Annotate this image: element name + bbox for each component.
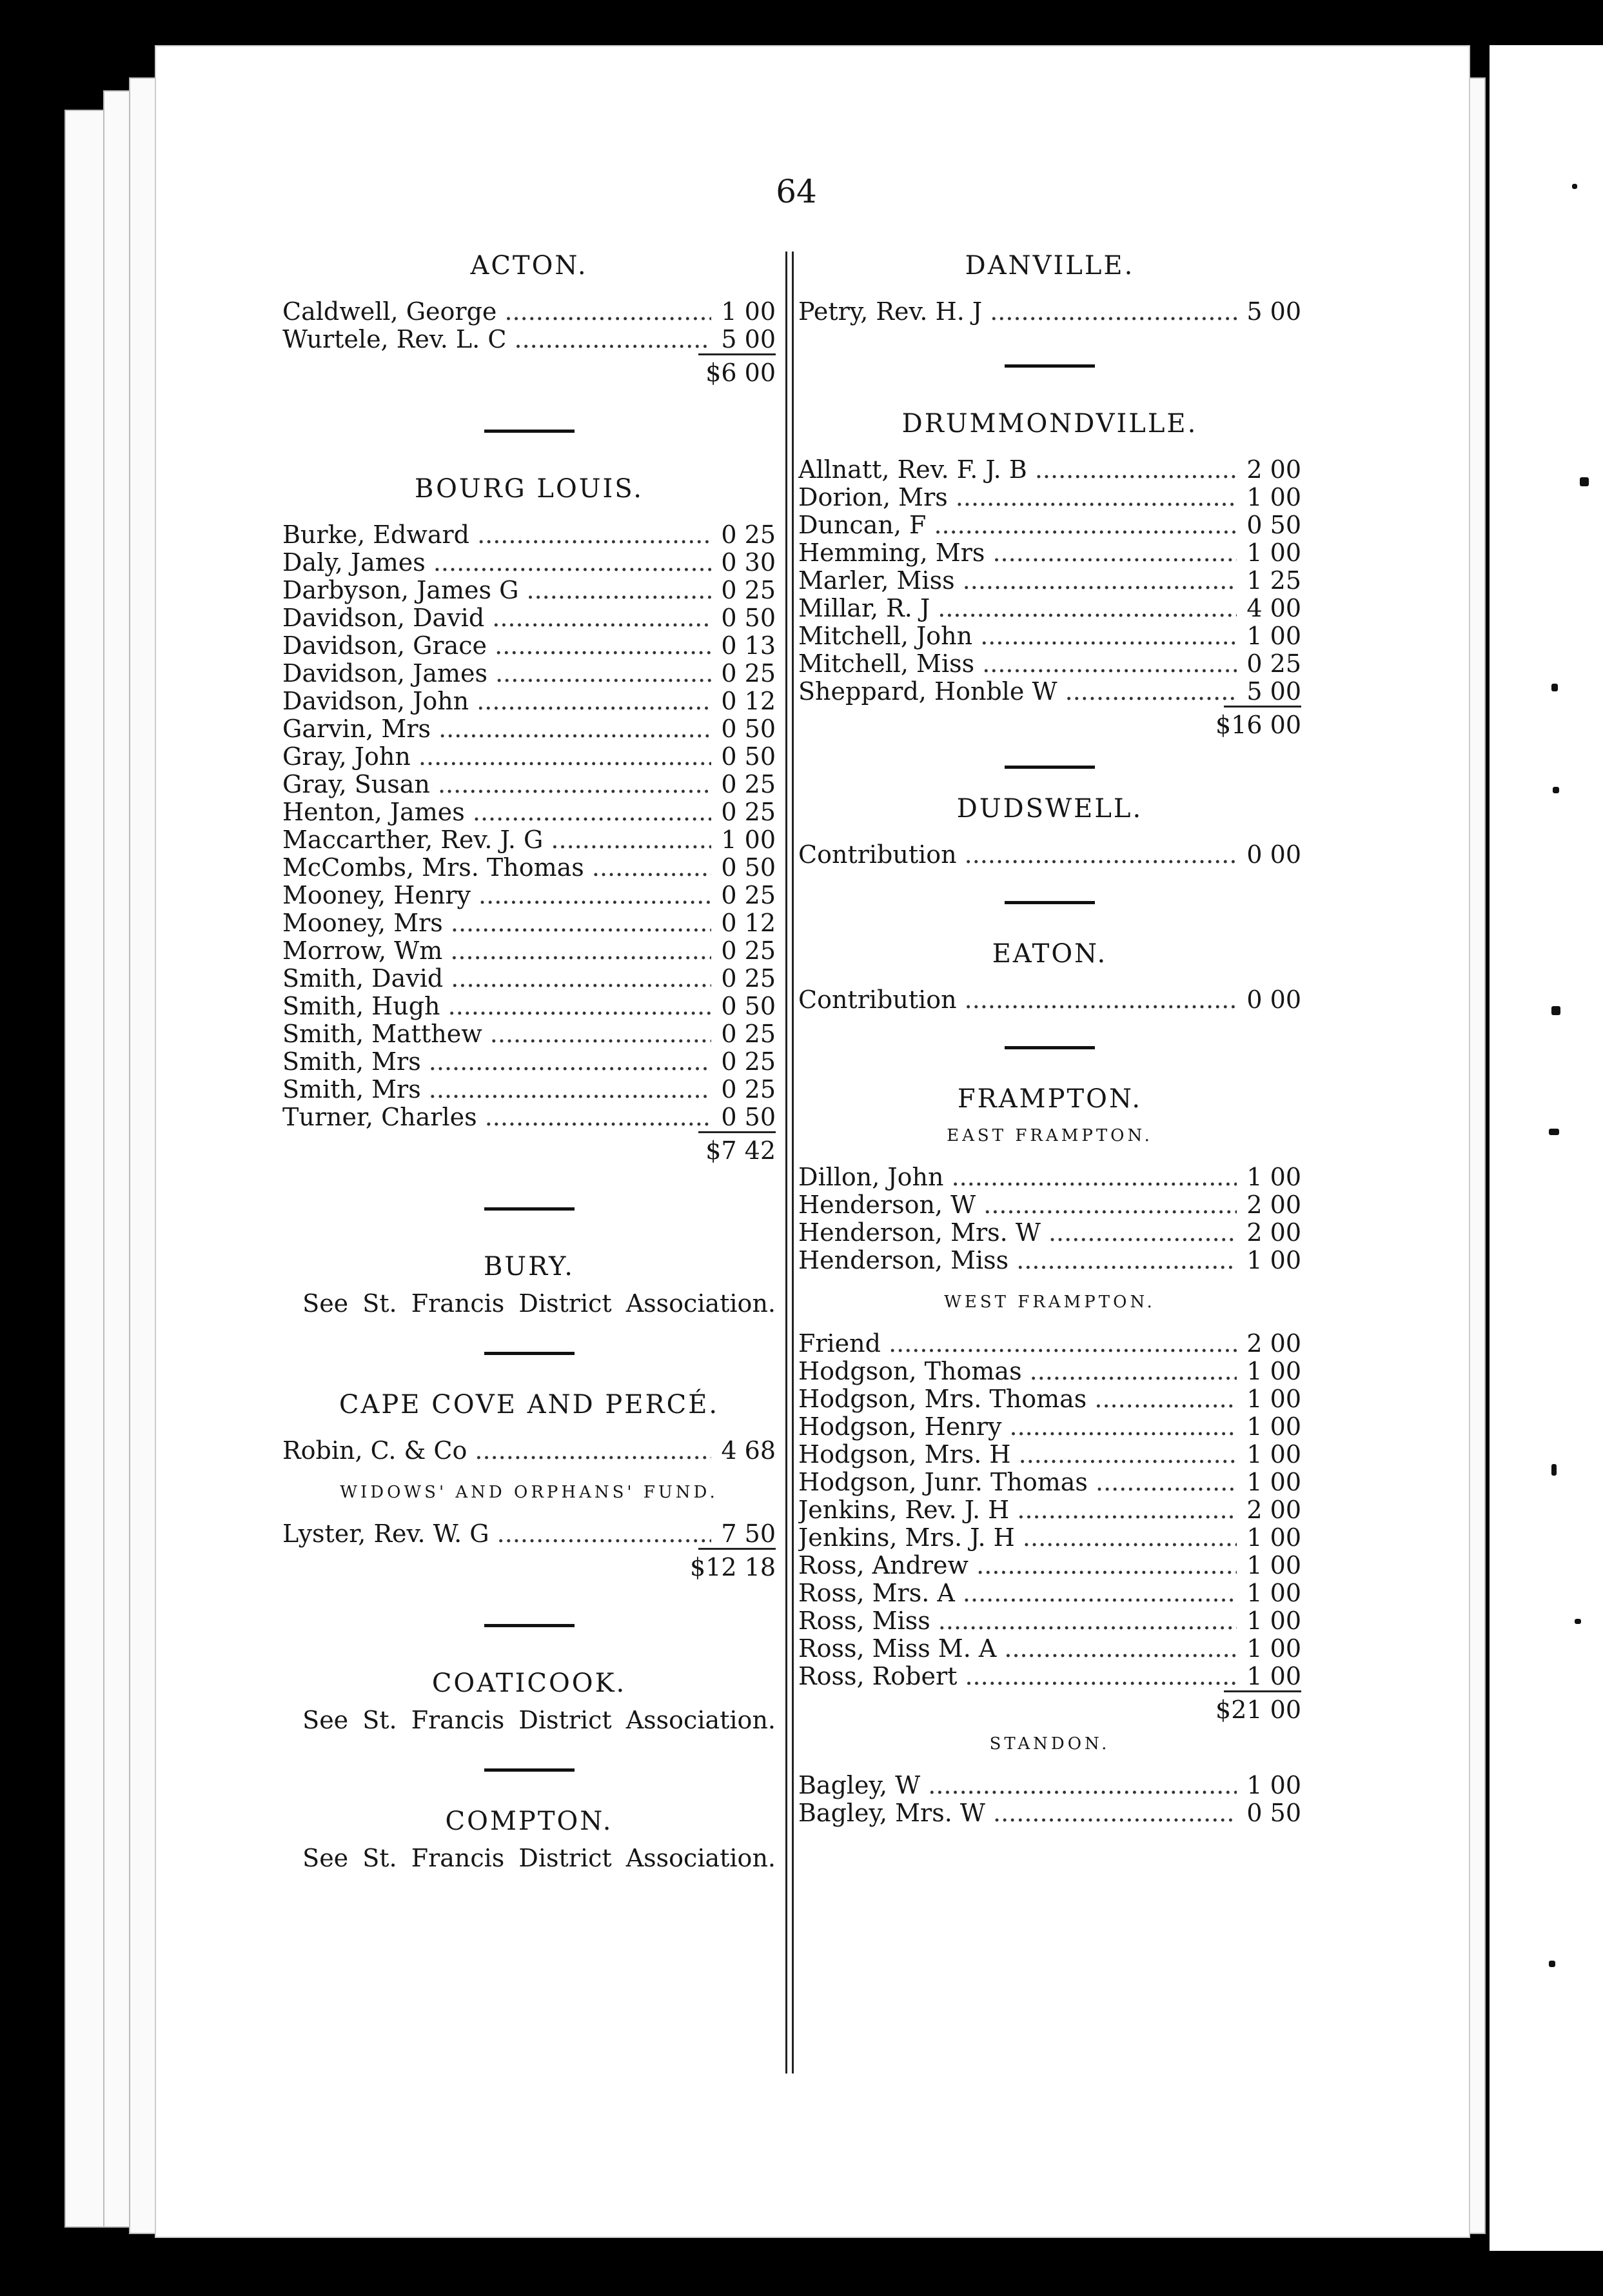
section-divider (798, 1014, 1301, 1078)
list-item: Turner, Charles ..... 0 50 (282, 1103, 776, 1131)
list-item: Hodgson, Thomas ..... 1 00 (798, 1358, 1301, 1385)
list-item: Davidson, John ..... 0 12 (282, 688, 776, 715)
section-divider (282, 1585, 776, 1663)
list-item: Ross, Robert ..... 1 00 (798, 1663, 1301, 1690)
section-total: $16 00 (798, 706, 1301, 743)
list-item: Hodgson, Junr. Thomas ..... 1 00 (798, 1469, 1301, 1496)
section-divider (282, 1736, 776, 1801)
list-item: Wurtele, Rev. L. C ..... 5 00 (282, 326, 776, 353)
list-item: Smith, David ..... 0 25 (282, 965, 776, 993)
list-item: Duncan, F ..... 0 50 (798, 511, 1301, 539)
list-item: Smith, Matthew ..... 0 25 (282, 1020, 776, 1048)
section-heading: FRAMPTON. (957, 1084, 1143, 1114)
list-item: Bagley, Mrs. W ..... 0 50 (798, 1799, 1301, 1827)
right-column (798, 245, 1301, 1827)
list-item: Garvin, Mrs ..... 0 50 (282, 715, 776, 743)
list-item: Morrow, Wm ..... 0 25 (282, 937, 776, 965)
sub-heading: EAST FRAMPTON. (947, 1126, 1153, 1145)
list-item: Allnatt, Rev. F. J. B ..... 2 00 (798, 456, 1301, 484)
list-item: Burke, Edward ..... 0 25 (282, 521, 776, 549)
list-item: Lyster, Rev. W. G ..... 7 50 (282, 1520, 776, 1548)
list-item: Jenkins, Rev. J. H ..... 2 00 (798, 1496, 1301, 1524)
list-item: Ross, Miss ..... 1 00 (798, 1607, 1301, 1635)
list-item: Darbyson, James G ..... 0 25 (282, 577, 776, 604)
list-item: Petry, Rev. H. J ..... 5 00 (798, 298, 1301, 326)
list-item: Friend ..... 2 00 (798, 1330, 1301, 1358)
section-heading: DUDSWELL. (956, 794, 1143, 824)
list-item: McCombs, Mrs. Thomas ..... 0 50 (282, 854, 776, 882)
list-item: Henderson, Mrs. W ..... 2 00 (798, 1219, 1301, 1247)
list-item: Dorion, Mrs ..... 1 00 (798, 484, 1301, 511)
list-item: Smith, Mrs ..... 0 25 (282, 1076, 776, 1103)
list-item: Gray, John ..... 0 50 (282, 743, 776, 771)
left-column (282, 245, 776, 1874)
list-item: Robin, C. & Co ..... 4 68 (282, 1437, 776, 1465)
list-item: Henderson, W ..... 2 00 (798, 1191, 1301, 1219)
list-item: Mooney, Mrs ..... 0 12 (282, 909, 776, 937)
section-heading: DANVILLE. (965, 251, 1135, 281)
section-total: $6 00 (282, 353, 776, 391)
list-item: Jenkins, Mrs. J. H ..... 1 00 (798, 1524, 1301, 1552)
list-item: Sheppard, Honble W ..... 5 00 (798, 678, 1301, 706)
list-item: Mooney, Henry ..... 0 25 (282, 882, 776, 909)
list-item: Smith, Hugh ..... 0 50 (282, 993, 776, 1020)
section-total: $21 00 (798, 1690, 1301, 1728)
section-heading: BOURG LOUIS. (415, 474, 644, 504)
list-item: Hemming, Mrs ..... 1 00 (798, 539, 1301, 567)
section-heading: COMPTON. (445, 1806, 613, 1836)
sub-heading: WIDOWS' AND ORPHANS' FUND. (340, 1483, 718, 1502)
sub-heading: STANDON. (989, 1734, 1110, 1754)
list-item: Davidson, Grace ..... 0 13 (282, 632, 776, 660)
section-divider (798, 869, 1301, 933)
section-divider (282, 1169, 776, 1246)
section-divider (798, 326, 1301, 403)
sub-heading: WEST FRAMPTON. (944, 1292, 1156, 1312)
list-item: Hodgson, Mrs. H ..... 1 00 (798, 1441, 1301, 1469)
list-item: Davidson, David ..... 0 50 (282, 604, 776, 632)
list-item: Maccarther, Rev. J. G ..... 1 00 (282, 826, 776, 854)
section-heading: BURY. (484, 1252, 575, 1282)
list-item: Smith, Mrs ..... 0 25 (282, 1048, 776, 1076)
list-item: Gray, Susan ..... 0 25 (282, 771, 776, 798)
column-rule (792, 252, 794, 2073)
list-item: Mitchell, John ..... 1 00 (798, 622, 1301, 650)
list-item: Mitchell, Miss ..... 0 25 (798, 650, 1301, 678)
section-heading: COATICOOK. (431, 1668, 627, 1698)
section-divider (798, 743, 1301, 788)
list-item: Bagley, W ..... 1 00 (798, 1772, 1301, 1799)
list-item: Henderson, Miss ..... 1 00 (798, 1247, 1301, 1274)
section-heading: EATON. (992, 939, 1108, 969)
page-number: 64 (776, 173, 817, 210)
section-heading: DRUMMONDVILLE. (901, 409, 1198, 439)
list-item: Millar, R. J ..... 4 00 (798, 595, 1301, 622)
section-heading: CAPE COVE AND PERCÉ. (339, 1390, 720, 1420)
column-rule (785, 252, 787, 2073)
list-item: Davidson, James ..... 0 25 (282, 660, 776, 688)
section-note: See St. Francis District Association. (302, 1289, 776, 1318)
list-item: Daly, James ..... 0 30 (282, 549, 776, 577)
list-item: Caldwell, George ..... 1 00 (282, 298, 776, 326)
next-page-edge (1490, 45, 1603, 2251)
list-item: Ross, Mrs. A ..... 1 00 (798, 1579, 1301, 1607)
list-item: Ross, Andrew ..... 1 00 (798, 1552, 1301, 1579)
section-heading: ACTON. (470, 251, 588, 281)
list-item: Dillon, John ..... 1 00 (798, 1163, 1301, 1191)
section-note: See St. Francis District Association. (302, 1706, 776, 1734)
list-item: Ross, Miss M. A ..... 1 00 (798, 1635, 1301, 1663)
list-item: Henton, James ..... 0 25 (282, 798, 776, 826)
list-item: Marler, Miss ..... 1 25 (798, 567, 1301, 595)
section-total: $7 42 (282, 1131, 776, 1169)
list-item: Contribution ..... 0 00 (798, 841, 1301, 869)
section-divider (282, 391, 776, 468)
section-divider (282, 1320, 776, 1384)
list-item: Hodgson, Henry ..... 1 00 (798, 1413, 1301, 1441)
list-item: Contribution ..... 0 00 (798, 986, 1301, 1014)
section-note: See St. Francis District Association. (302, 1844, 776, 1872)
list-item: Hodgson, Mrs. Thomas ..... 1 00 (798, 1385, 1301, 1413)
section-total: $12 18 (282, 1548, 776, 1585)
